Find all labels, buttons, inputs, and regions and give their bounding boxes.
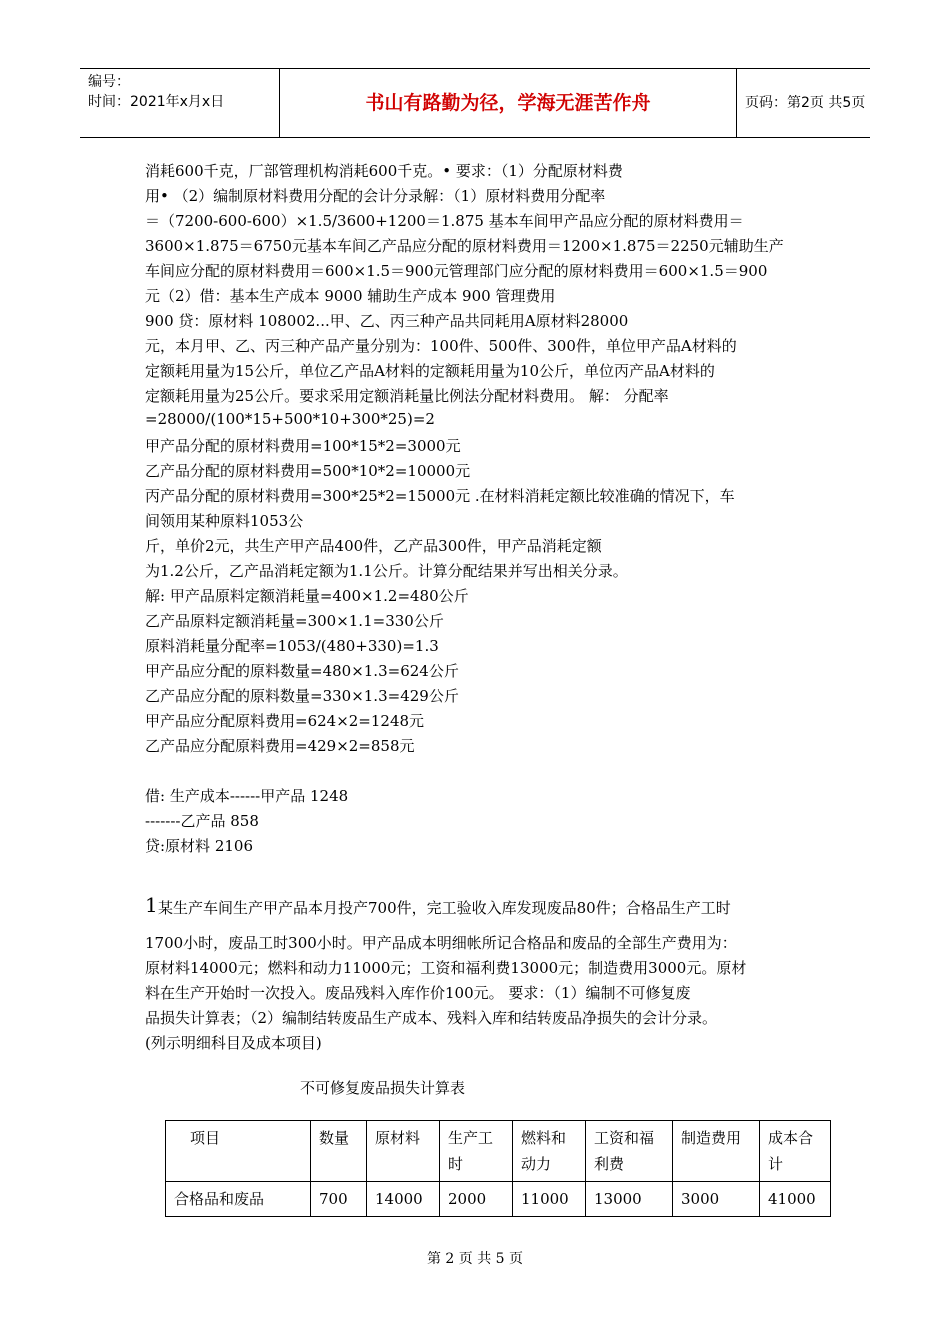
cell: 2000 <box>440 1182 513 1217</box>
text-line: 乙产品原料定额消耗量=300×1.1=330公斤 <box>145 612 444 630</box>
time-label: 时间：2021年x月x日 <box>88 94 225 110</box>
text-line: 乙产品应分配原料费用=429×2=858元 <box>145 737 415 755</box>
text-line: 料在生产开始时一次投入。废品残料入库作价100元。 要求：（1）编制不可修复废 <box>145 984 691 1002</box>
text-line: 丙产品分配的原材料费用=300*25*2=15000元 .在材料消耗定额比较准确的情况下，车 <box>145 487 735 505</box>
text-line: 1 <box>145 893 158 917</box>
header-motto: 书山有路勤为径，学海无涯苦作舟 <box>280 69 737 137</box>
text-line: 原料消耗量分配率=1053/(480+330)=1.3 <box>145 637 439 655</box>
text-line: (列示明细科目及成本项目) <box>145 1034 322 1052</box>
cell: 13000 <box>586 1182 673 1217</box>
text-line: 品损失计算表；（2）编制结转废品生产成本、残料入库和结转废品净损失的会计分录。 <box>145 1009 718 1027</box>
header-cell: 燃料和动力 <box>513 1121 586 1182</box>
text-line: 900 贷：原材料 108002...甲、乙、丙三种产品共同耗用A原材料28000 <box>145 312 629 330</box>
text-line: 3600×1.875＝6750元基本车间乙产品应分配的原材料费用＝1200×1.875＝2250元辅助生产 <box>145 237 784 255</box>
header-cell: 成本合计 <box>760 1121 831 1182</box>
header-cell: 项目 <box>166 1121 311 1182</box>
page-footer: 第 2 页 共 5 页 <box>426 1251 524 1267</box>
table-header-row <box>166 1121 831 1182</box>
text-line: 借: 生产成本------甲产品 1248 <box>145 787 349 805</box>
text-line: 1700小时，废品工时300小时。甲产品成本明细帐所记合格品和废品的全部生产费用为： <box>145 934 737 952</box>
header-cell: 数量 <box>311 1121 367 1182</box>
text-line: 定额耗用量为15公斤，单位乙产品A材料的定额耗用量为10公斤，单位丙产品A材料的 <box>145 362 715 380</box>
text-line: 定额耗用量为25公斤。要求采用定额消耗量比例法分配材料费用。 解： 分配率 <box>145 387 669 405</box>
header-cell: 生产工时 <box>440 1121 513 1182</box>
table-row <box>166 1182 831 1217</box>
text-line: 原材料14000元；燃料和动力11000元；工资和福利费13000元；制造费用3000元。原材 <box>145 959 747 977</box>
text-line: 斤，单价2元，共生产甲产品400件，乙产品300件，甲产品消耗定额 <box>145 537 602 555</box>
page-header <box>80 68 870 138</box>
header-page-label: 页码：第2页 共5页 <box>745 95 866 111</box>
text-line: 为1.2公斤，乙产品消耗定额为1.1公斤。计算分配结果并写出相关分录。 <box>145 562 628 580</box>
text-line: 乙产品分配的原材料费用=500*10*2=10000元 <box>145 462 471 480</box>
text-line: 贷:原材料 2106 <box>145 837 253 855</box>
text-line: 某生产车间生产甲产品本月投产700件，完工验收入库发现废品80件；合格品生产工时 <box>158 899 731 917</box>
cell: 3000 <box>673 1182 760 1217</box>
header-meta <box>80 69 280 137</box>
text-line: -------乙产品 858 <box>145 812 259 830</box>
cell: 合格品和废品 <box>166 1182 311 1217</box>
cell: 11000 <box>513 1182 586 1217</box>
loss-table <box>165 1120 831 1217</box>
header-cell: 原材料 <box>367 1121 440 1182</box>
text-line: 消耗600千克，厂部管理机构消耗600千克。• 要求：（1）分配原材料费 <box>145 162 623 180</box>
header-cell: 工资和福利费 <box>586 1121 673 1182</box>
cell: 14000 <box>367 1182 440 1217</box>
text-line: 元（2）借：基本生产成本 9000 辅助生产成本 900 管理费用 <box>145 287 556 305</box>
text-line: 甲产品应分配的原料数量=480×1.3=624公斤 <box>145 662 459 680</box>
table-title: 不可修复废品损失计算表 <box>300 1079 466 1097</box>
text-line: 乙产品应分配的原料数量=330×1.3=429公斤 <box>145 687 459 705</box>
number-label: 编号： <box>88 74 130 90</box>
header-cell: 制造费用 <box>673 1121 760 1182</box>
text-line: ＝（7200-600-600）×1.5/3600+1200＝1.875 基本车间甲产品应分配的原材料费用＝ <box>145 212 744 230</box>
cell: 700 <box>311 1182 367 1217</box>
text-line: 间领用某种原料1053公 <box>145 512 304 530</box>
text-line: 甲产品分配的原材料费用=100*15*2=3000元 <box>145 437 461 455</box>
text-line: 解: 甲产品原料定额消耗量=400×1.2=480公斤 <box>145 587 469 605</box>
cell: 41000 <box>760 1182 831 1217</box>
text-line: 甲产品应分配原料费用=624×2=1248元 <box>145 712 425 730</box>
text-line: 用• （2）编制原材料费用分配的会计分录解：（1）原材料费用分配率 <box>145 187 606 205</box>
text-line: =28000/(100*15+500*10+300*25)=2 <box>145 410 435 428</box>
text-line: 元，本月甲、乙、丙三种产品产量分别为：100件、500件、300件，单位甲产品A材料的 <box>145 337 737 355</box>
text-line: 车间应分配的原材料费用＝600×1.5＝900元管理部门应分配的原材料费用＝600×1.5＝900 <box>145 262 768 280</box>
